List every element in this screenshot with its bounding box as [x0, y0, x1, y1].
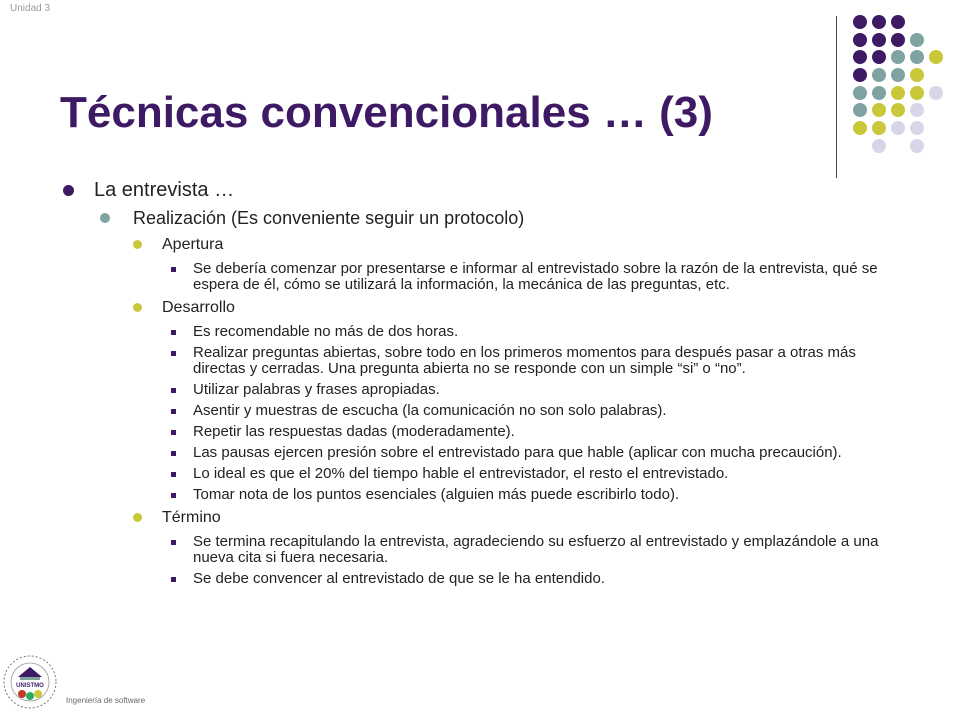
section-heading: Término	[162, 509, 221, 526]
decor-dot	[910, 86, 924, 100]
bullet-square	[171, 493, 176, 498]
bullet-square	[171, 351, 176, 356]
list-item	[0, 382, 893, 398]
list-item-text: Las pausas ejercen presión sobre el entrevistado para que hable (aplicar con mucha precaución).	[193, 444, 842, 461]
decor-dot	[853, 15, 867, 29]
bullet-square	[171, 388, 176, 393]
list-item-text: Asentir y muestras de escucha (la comunicación no son solo palabras).	[193, 402, 667, 419]
decor-dot	[891, 121, 905, 135]
divider-line	[836, 16, 837, 178]
list-item-text: Repetir las respuestas dadas (moderadamente).	[193, 423, 515, 440]
list-item-text: Lo ideal es que el 20% del tiempo hable el entrevistador, el resto el entrevistado.	[193, 465, 729, 482]
decor-dot	[910, 103, 924, 117]
list-item-text: Se termina recapitulando la entrevista, agradeciendo su esfuerzo al entrevistado y emplazándole a una nueva cita si fuera necesaria.	[193, 533, 879, 566]
slide-title: Técnicas convencionales … (3)	[60, 88, 713, 137]
list-item	[0, 571, 893, 587]
decor-dot	[929, 86, 943, 100]
bullet-text: La entrevista …	[94, 179, 235, 201]
list-item-text: Utilizar palabras y frases apropiadas.	[193, 381, 440, 398]
list-item	[0, 261, 893, 293]
decor-dot	[910, 139, 924, 153]
decor-dot	[910, 33, 924, 47]
footer-course-name: Ingeniería de software	[66, 696, 146, 705]
list-item	[0, 445, 893, 461]
decor-dot	[872, 68, 886, 82]
decor-dot	[929, 50, 943, 64]
decor-dot	[872, 103, 886, 117]
decor-dot	[853, 86, 867, 100]
decor-dot	[872, 121, 886, 135]
decor-dot	[872, 50, 886, 64]
slide-body	[0, 176, 940, 587]
decor-dot	[891, 33, 905, 47]
decor-dot	[853, 68, 867, 82]
bullet-square	[171, 409, 176, 414]
decor-dot	[910, 121, 924, 135]
list-item-text: Se debería comenzar por presentarse e informar al entrevistado sobre la razón de la entrevista, qué se espera de él, cómo se utilizará la información, la mecánica de las preguntas, etc.	[193, 260, 878, 293]
list-item	[0, 424, 893, 440]
decor-dot	[891, 103, 905, 117]
bullet-dot	[63, 185, 74, 196]
section-heading-apertura	[0, 234, 940, 256]
list-item	[0, 345, 893, 377]
list-item-text: Se debe convencer al entrevistado de que se le ha entendido.	[193, 570, 605, 587]
list-item-text: Es recomendable no más de dos horas.	[193, 323, 459, 340]
decor-dot	[891, 50, 905, 64]
university-seal-logo	[2, 650, 58, 716]
decor-dot	[872, 86, 886, 100]
bullet-level2	[0, 206, 940, 230]
bullet-square	[171, 577, 176, 582]
decor-dot	[891, 15, 905, 29]
list-item	[0, 324, 893, 340]
bullet-square	[171, 472, 176, 477]
list-item	[0, 534, 893, 566]
bullet-square	[171, 451, 176, 456]
list-item	[0, 487, 893, 503]
bullet-dot	[133, 240, 142, 249]
bullet-text: Realización (Es conveniente seguir un protocolo)	[133, 208, 525, 228]
list-item-text: Tomar nota de los puntos esenciales (alguien más puede escribirlo todo).	[193, 486, 680, 503]
svg-text:UNISTMO: UNISTMO	[16, 683, 44, 689]
decor-dot	[853, 50, 867, 64]
decor-dot	[910, 50, 924, 64]
decor-dot	[891, 86, 905, 100]
decor-dot	[853, 121, 867, 135]
decor-dot	[853, 103, 867, 117]
bullet-level1	[0, 176, 940, 204]
bullet-square	[171, 430, 176, 435]
bullet-square	[171, 267, 176, 272]
bullet-dot	[133, 303, 142, 312]
list-item	[0, 466, 893, 482]
decor-dot	[872, 139, 886, 153]
bullet-dot	[100, 213, 110, 223]
bullet-square	[171, 330, 176, 335]
unit-label: Unidad 3	[10, 3, 51, 14]
section-heading-desarrollo	[0, 297, 940, 319]
decor-dot	[872, 33, 886, 47]
section-heading: Desarrollo	[162, 299, 235, 316]
bullet-dot	[133, 513, 142, 522]
list-item	[0, 403, 893, 419]
decor-dot	[910, 68, 924, 82]
bullet-square	[171, 540, 176, 545]
decor-dot	[891, 68, 905, 82]
decor-dot	[853, 33, 867, 47]
decor-dot	[872, 15, 886, 29]
section-heading-termino	[0, 507, 940, 529]
section-heading: Apertura	[162, 236, 224, 253]
list-item-text: Realizar preguntas abiertas, sobre todo en los primeros momentos para después pasar a otras más directas y cerradas. Una pregunta abierta no se responde con un simple “si” o “no”.	[193, 344, 856, 377]
